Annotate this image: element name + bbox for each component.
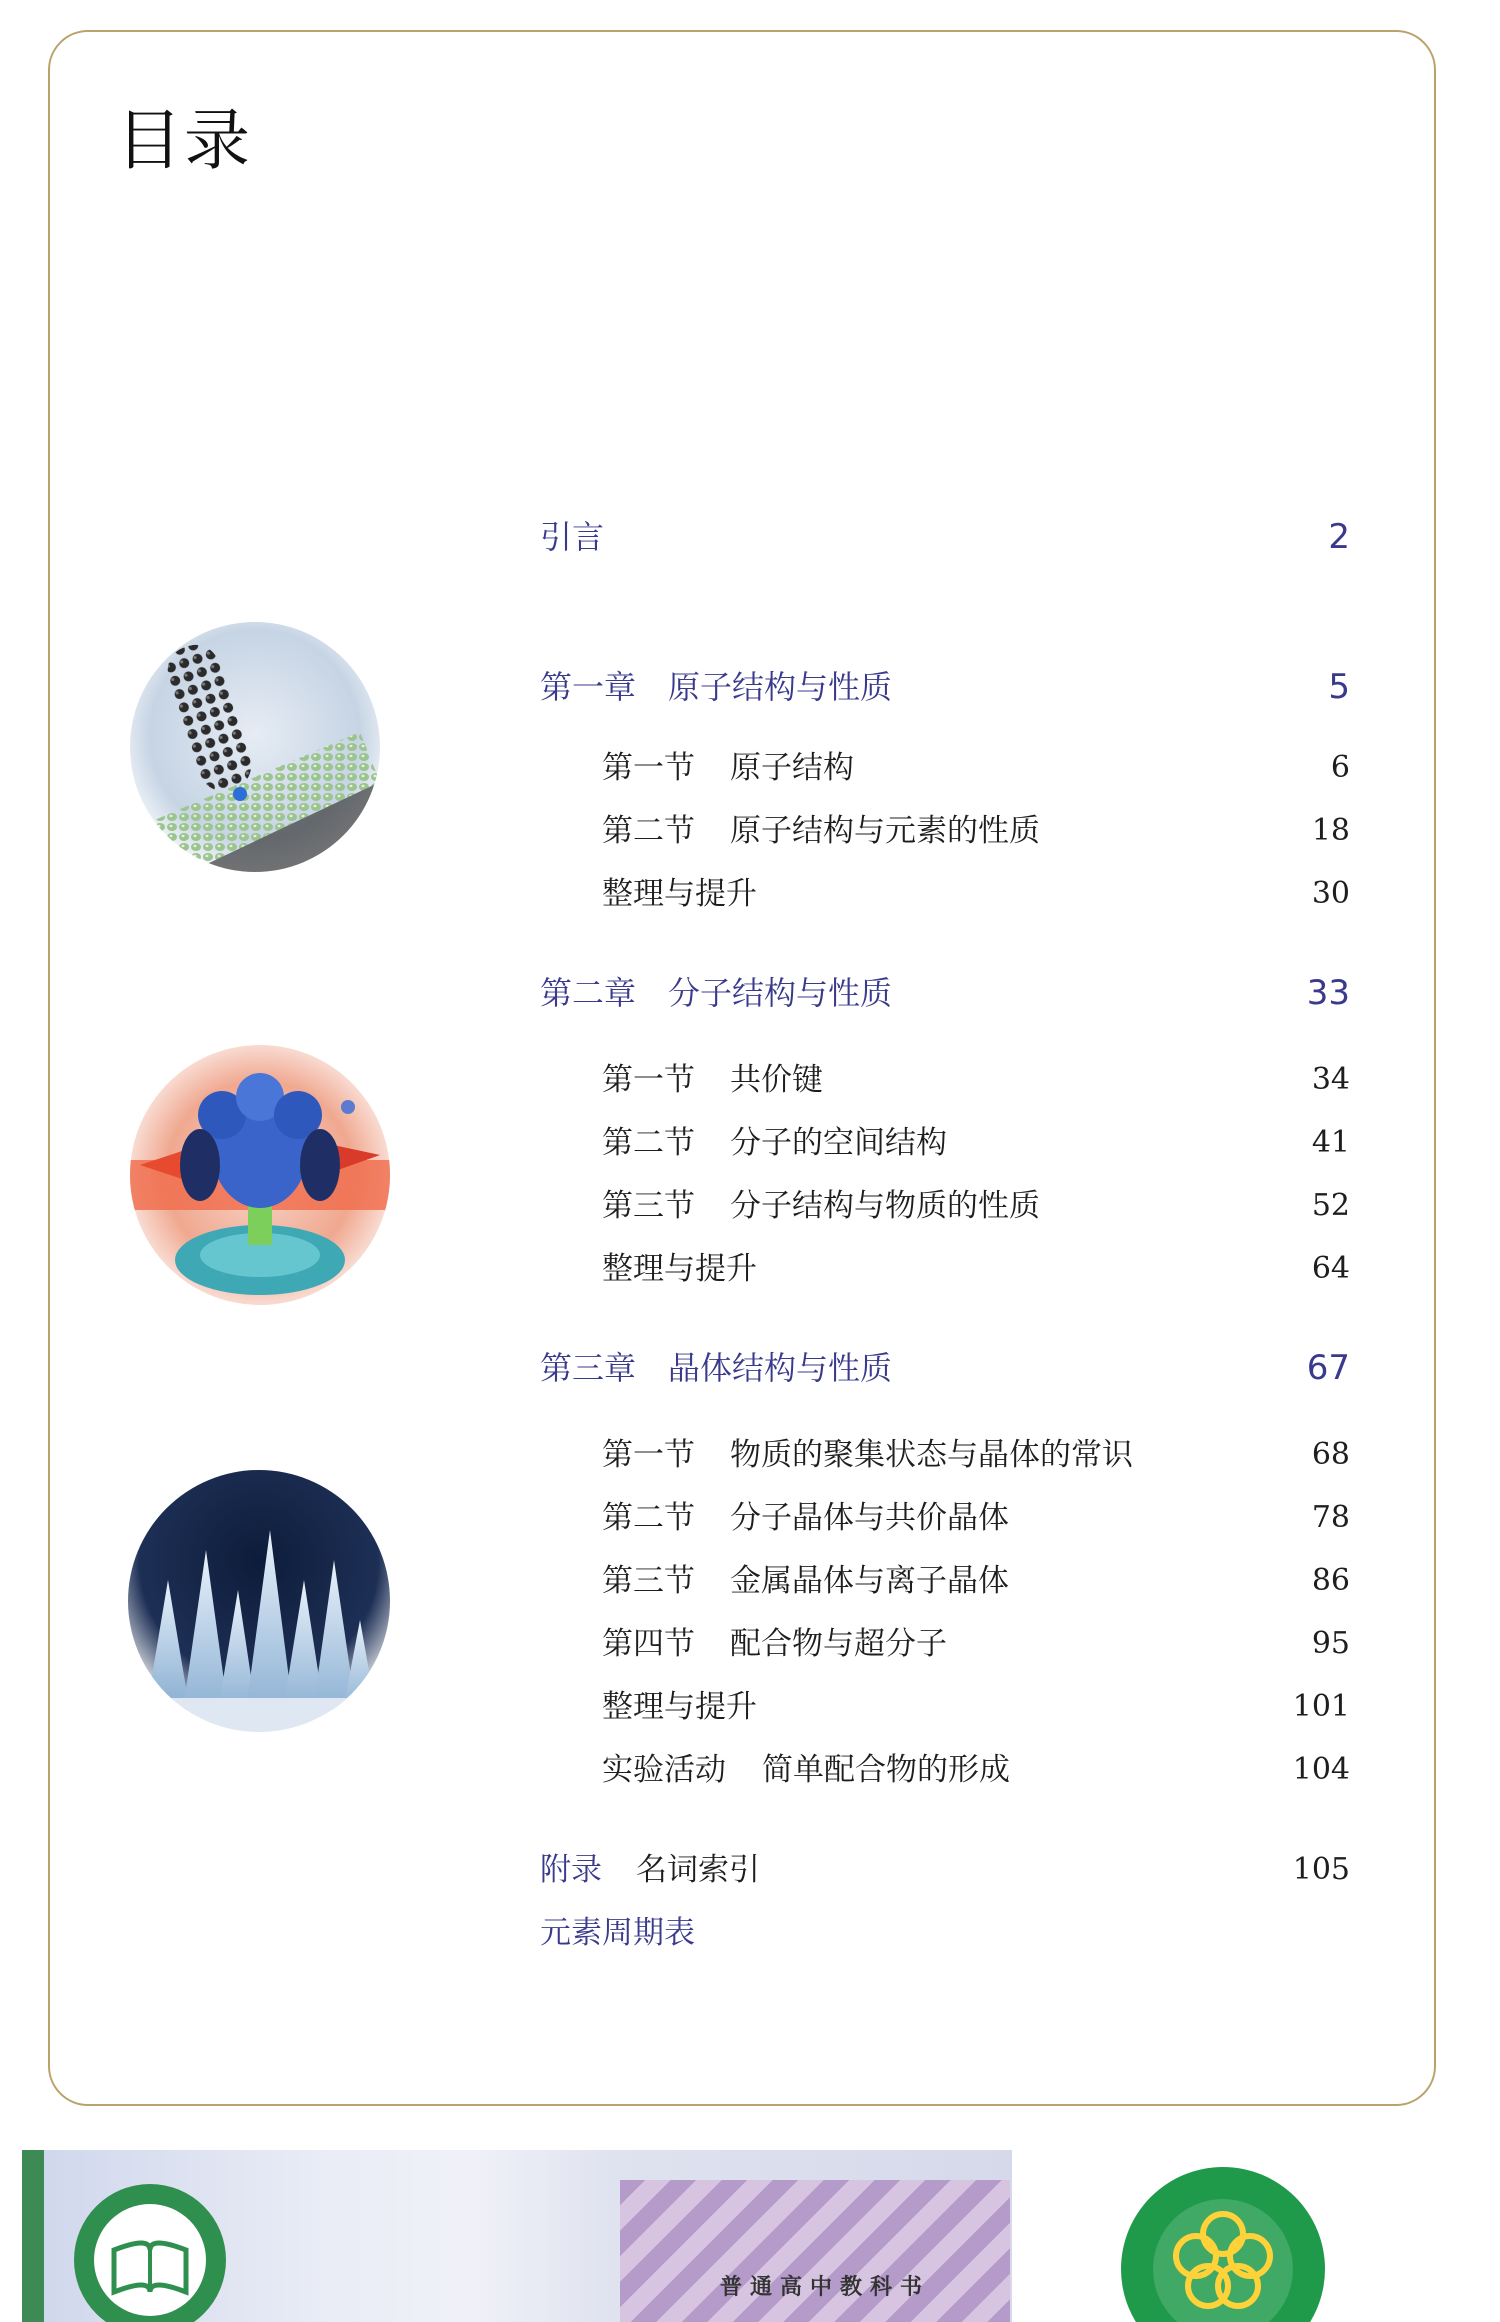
toc-periodic-table[interactable] <box>540 1908 1350 1958</box>
section-label: 实验活动 <box>602 1752 726 1788</box>
section-page: 101 <box>1292 1689 1350 1724</box>
section-page: 18 <box>1311 813 1350 848</box>
section-page: 30 <box>1311 876 1350 911</box>
section-title: 原子结构与元素的性质 <box>730 813 1040 849</box>
chapter-title: 晶体结构与性质 <box>668 1349 893 1387</box>
toc-section[interactable] <box>602 1181 1350 1231</box>
chapter-page: 5 <box>1328 667 1350 707</box>
section-page: 86 <box>1311 1563 1350 1598</box>
section-page: 78 <box>1311 1500 1350 1535</box>
section-label: 第三节 <box>602 1563 695 1599</box>
section-label: 第二节 <box>602 813 695 849</box>
book-spine <box>22 2150 44 2322</box>
section-page: 68 <box>1311 1437 1350 1472</box>
section-page: 41 <box>1311 1125 1350 1160</box>
toc-section[interactable] <box>602 1556 1350 1606</box>
section-title: 配合物与超分子 <box>730 1626 947 1662</box>
environment-label-icon <box>1118 2164 1328 2322</box>
toc-chapter-1[interactable] <box>540 662 1350 712</box>
appendix-label: 附录 <box>540 1852 602 1888</box>
toc-chapter-2[interactable] <box>540 968 1350 1018</box>
section-page: 95 <box>1311 1626 1350 1661</box>
section-title: 物质的聚集状态与晶体的常识 <box>730 1437 1133 1473</box>
toc-section[interactable] <box>602 1493 1350 1543</box>
appendix-page: 105 <box>1292 1852 1350 1887</box>
section-title: 共价键 <box>730 1062 823 1098</box>
chapter-page: 33 <box>1306 973 1350 1013</box>
section-label: 第三节 <box>602 1188 695 1224</box>
section-title: 分子结构与物质的性质 <box>730 1188 1040 1224</box>
toc-appendix[interactable] <box>540 1845 1350 1895</box>
section-label: 整理与提升 <box>602 876 757 912</box>
section-page: 52 <box>1311 1188 1350 1223</box>
section-title: 简单配合物的形成 <box>762 1752 1010 1788</box>
toc-intro-label: 引言 <box>540 518 605 556</box>
section-label: 第一节 <box>602 750 695 786</box>
section-title: 分子的空间结构 <box>730 1125 947 1161</box>
toc-section[interactable] <box>602 869 1350 919</box>
chapter-page: 67 <box>1306 1348 1350 1388</box>
toc-intro-page: 2 <box>1328 517 1350 557</box>
book-cover-strip <box>0 2150 1500 2322</box>
section-label: 第一节 <box>602 1437 695 1473</box>
section-label: 第一节 <box>602 1062 695 1098</box>
chapter-label: 第三章 <box>540 1349 637 1387</box>
book-series-label: 普通高中教科书 <box>720 2274 931 2300</box>
section-title: 分子晶体与共价晶体 <box>730 1500 1009 1536</box>
ice-crystals-image <box>128 1470 390 1732</box>
section-label: 整理与提升 <box>602 1689 757 1725</box>
section-label: 第二节 <box>602 1500 695 1536</box>
stm-tip-atoms-image <box>130 622 380 872</box>
toc-intro[interactable] <box>540 512 1350 562</box>
toc-section[interactable] <box>602 806 1350 856</box>
appendix-title: 名词索引 <box>636 1852 760 1888</box>
toc-section[interactable] <box>602 1745 1350 1795</box>
section-label: 第二节 <box>602 1125 695 1161</box>
toc-section[interactable] <box>602 1244 1350 1294</box>
section-title: 原子结构 <box>730 750 854 786</box>
section-page: 64 <box>1311 1251 1350 1286</box>
section-page: 104 <box>1292 1752 1350 1787</box>
toc-section[interactable] <box>602 1118 1350 1168</box>
section-page: 6 <box>1330 750 1350 785</box>
atp-synthase-image <box>130 1045 390 1305</box>
toc-section[interactable] <box>602 1055 1350 1105</box>
section-label: 整理与提升 <box>602 1251 757 1287</box>
publisher-seal-icon <box>70 2180 230 2322</box>
periodic-table-label: 元素周期表 <box>540 1915 695 1951</box>
chapter-label: 第一章 <box>540 668 637 706</box>
section-title: 金属晶体与离子晶体 <box>730 1563 1009 1599</box>
toc-section[interactable] <box>602 743 1350 793</box>
chapter-title: 原子结构与性质 <box>668 668 893 706</box>
chapter-title: 分子结构与性质 <box>668 974 893 1012</box>
section-label: 第四节 <box>602 1626 695 1662</box>
toc-chapter-3[interactable] <box>540 1343 1350 1393</box>
toc-section[interactable] <box>602 1619 1350 1669</box>
toc-section[interactable] <box>602 1682 1350 1732</box>
section-page: 34 <box>1311 1062 1350 1097</box>
chapter-label: 第二章 <box>540 974 637 1012</box>
toc-section[interactable] <box>602 1430 1350 1480</box>
page-title: 目录 <box>116 102 252 179</box>
